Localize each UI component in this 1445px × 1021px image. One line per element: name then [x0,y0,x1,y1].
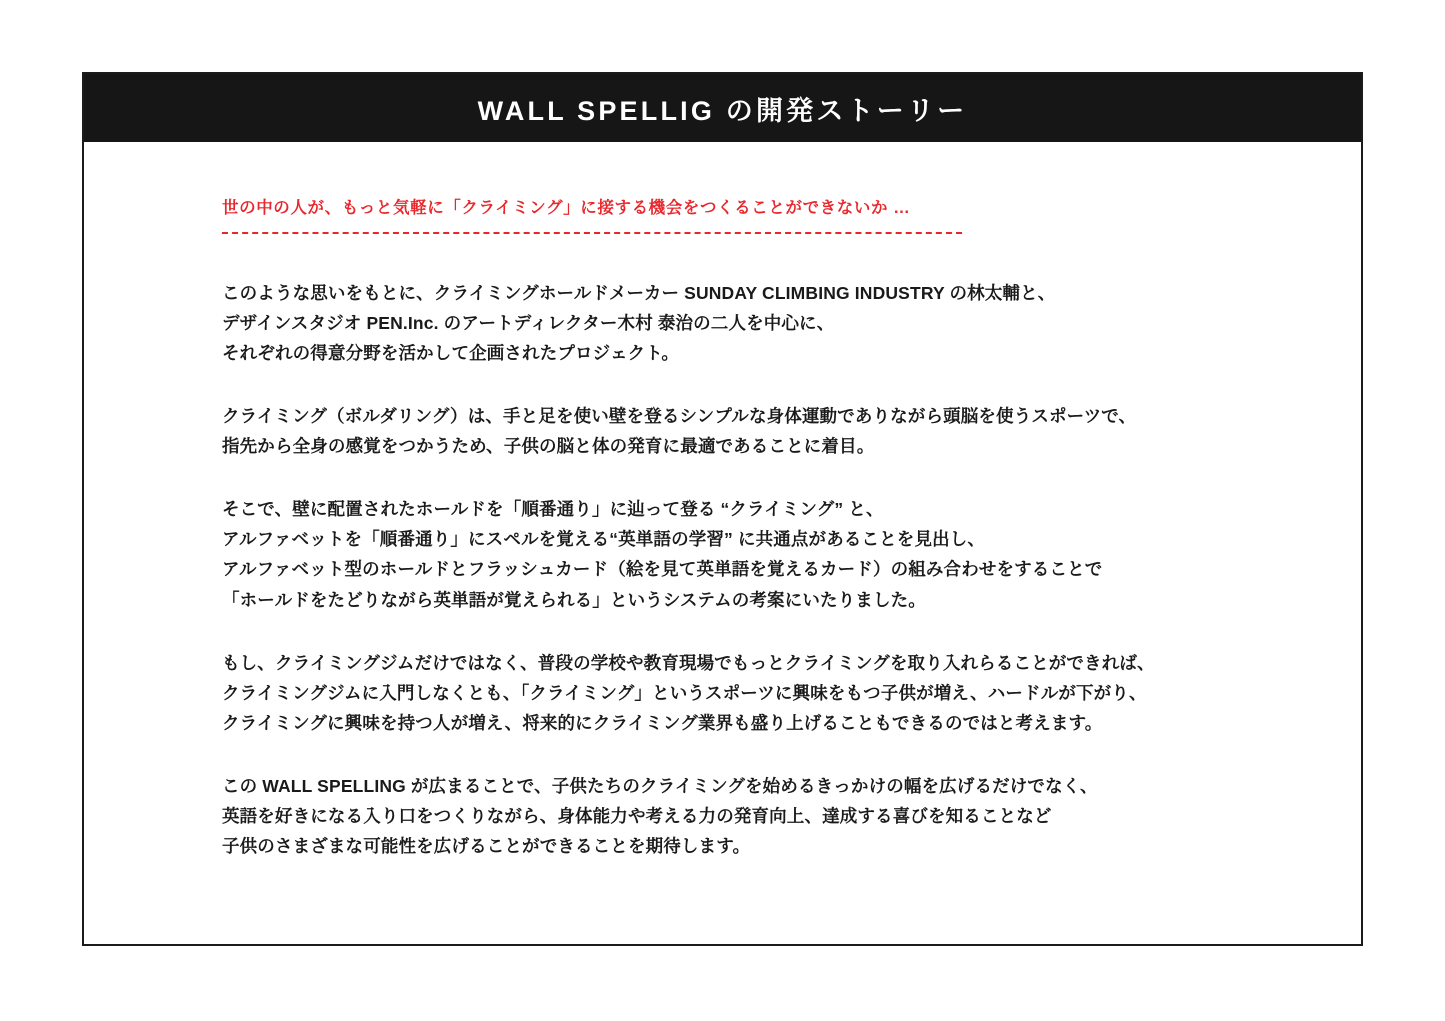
story-body [84,142,1361,861]
paragraph-line: クライミング（ボルダリング）は、手と足を使い壁を登るシンプルな身体運動でありながら頭脳を使うスポーツで、 [222,406,1137,427]
paragraph-line: 子供のさまざまな可能性を広げることができることを期待します。 [222,836,751,857]
paragraph-1 [222,278,1282,368]
paragraph-list [222,278,1282,861]
lead-block [222,196,974,234]
paragraph-line: もし、クライミングジムだけではなく、普段の学校や教育現場でもっとクライミングを取り入れらることができれば、 [222,652,1155,673]
paragraph-line: クライミングに興味を持つ人が増え、将来的にクライミング業界も盛り上げることもできるのではと考えます。 [222,712,1103,733]
header-band [84,74,1361,142]
paragraph-line: このような思いをもとに、クライミングホールドメーカー SUNDAY CLIMBING INDUSTRY の林太輔と、 [222,282,1056,303]
lead-text: 世の中の人が、もっと気軽に「クライミング」に接する機会をつくることができないか … [222,199,911,217]
paragraph-line: アルファベットを「順番通り」にスペルを覚える“英単語の学習” に共通点があることを見出し、 [222,529,986,550]
paragraph-line: クライミングジムに入門しなくとも、「クライミング」というスポーツに興味をもつ子供が増え、ハードルが下がり、 [222,682,1147,703]
paragraph-line: デザインスタジオ PEN.Inc. のアートディレクター木村 泰治の二人を中心に、 [222,312,835,333]
paragraph-line: この WALL SPELLING が広まることで、子供たちのクライミングを始めるきっかけの幅を広げるだけでなく、 [222,775,1098,796]
paragraph-line: 指先から全身の感覚をつかうため、子供の脳と体の発育に最適であることに着目。 [222,436,875,457]
paragraph-line: それぞれの得意分野を活かして企画されたプロジェクト。 [222,342,679,363]
story-card [82,72,1363,946]
paragraph-2 [222,401,1282,461]
paragraph-4 [222,648,1282,738]
paragraph-line: そこで、壁に配置されたホールドを「順番通り」に辿って登る “クライミング” と、 [222,499,884,520]
paragraph-line: アルファベット型のホールドとフラッシュカード（絵を見て英単語を覚えるカード）の組み合わせをすることで [222,559,1103,580]
page-title: WALL SPELLIG の開発ストーリー [477,95,968,126]
paragraph-3 [222,494,1282,614]
dashed-divider [222,232,962,234]
paragraph-line: 英語を好きになる入り口をつくりながら、身体能力や考える力の発育向上、達成する喜びを知ることなど [222,805,1052,826]
paragraph-line: 「ホールドをたどりながら英単語が覚えられる」というシステムの考案にいたりました。 [222,589,926,610]
paragraph-5 [222,771,1282,861]
